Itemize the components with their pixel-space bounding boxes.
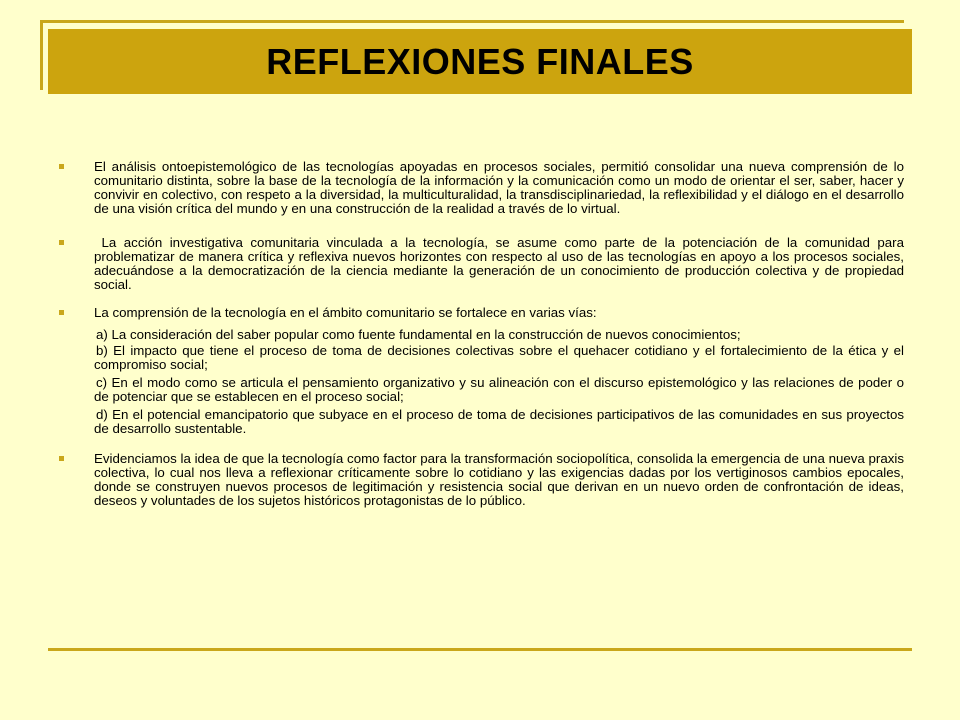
bullet-item (56, 235, 908, 292)
sub-item: c) En el modo como se articula el pensamiento organizativo y su alineación con el discurso epistemológico y las relaciones de poder o de potenciar que se establecen en el proceso social; (94, 375, 904, 404)
square-bullet-icon (59, 456, 64, 461)
title-bar (48, 29, 912, 94)
slide-content (56, 159, 908, 508)
square-bullet-icon (59, 240, 64, 245)
square-bullet-icon (59, 310, 64, 315)
bullet-text: El análisis ontoepistemológico de las tecnologías apoyadas en procesos sociales, permitió consolidar una nueva comprensión de lo comunitario distinta, sobre la base de la tecnología de la información y la comunicación como un modo de orientar el ser, saber, hacer y convivir en colectivo, con respeto a la diversidad, la multiculturalidad, la transdisciplinariedad, la reflexibilidad y el diálogo en el desarrollo de una visión crítica del mundo y en una construcción de la realidad a través de lo virtual. (94, 159, 904, 216)
left-decorative-line (40, 20, 43, 90)
top-decorative-line (40, 20, 904, 23)
square-bullet-icon (59, 164, 64, 169)
bullet-text: La acción investigativa comunitaria vinculada a la tecnología, se asume como parte de la potenciación de la comunidad para problematizar de manera crítica y reflexiva nuevos horizontes con respecto al uso de las tecnologías en apoyo a los procesos sociales, adecuándose a la democratización de la ciencia mediante la generación de un conocimiento de producción colectiva y de propiedad social. (94, 235, 908, 292)
bullet-item (56, 452, 904, 508)
sub-item: a) La consideración del saber popular como fuente fundamental en la construcción de nuevos conocimientos; (96, 327, 741, 342)
bottom-decorative-line (48, 648, 912, 651)
bullet-item (56, 306, 904, 320)
bullet-text: La comprensión de la tecnología en el ámbito comunitario se fortalece en varias vías: (94, 305, 597, 320)
sub-item: d) En el potencial emancipatorio que subyace en el proceso de toma de decisiones participativos de las comunidades en sus proyectos de desarrollo sustentable. (94, 407, 904, 436)
bullet-text: Evidenciamos la idea de que la tecnología como factor para la transformación sociopolítica, consolida la emergencia de una nueva praxis colectiva, lo cual nos lleva a reflexionar críticamente sobre lo cotidiano y las exigencias dadas por los vertiginosos cambios epocales, donde se construyen nuevos procesos de legitimación y resistencia social que derivan en un nuevo orden de confrontación de ideas, deseos y voluntades de los sujetos históricos protagonistas de lo público. (94, 451, 904, 508)
bullet-item (56, 160, 904, 216)
slide-title: REFLEXIONES FINALES (266, 40, 694, 82)
sub-item: b) El impacto que tiene el proceso de toma de decisiones colectivas sobre el quehacer cotidiano y el fortalecimiento de la ética y el compromiso social; (94, 343, 904, 372)
